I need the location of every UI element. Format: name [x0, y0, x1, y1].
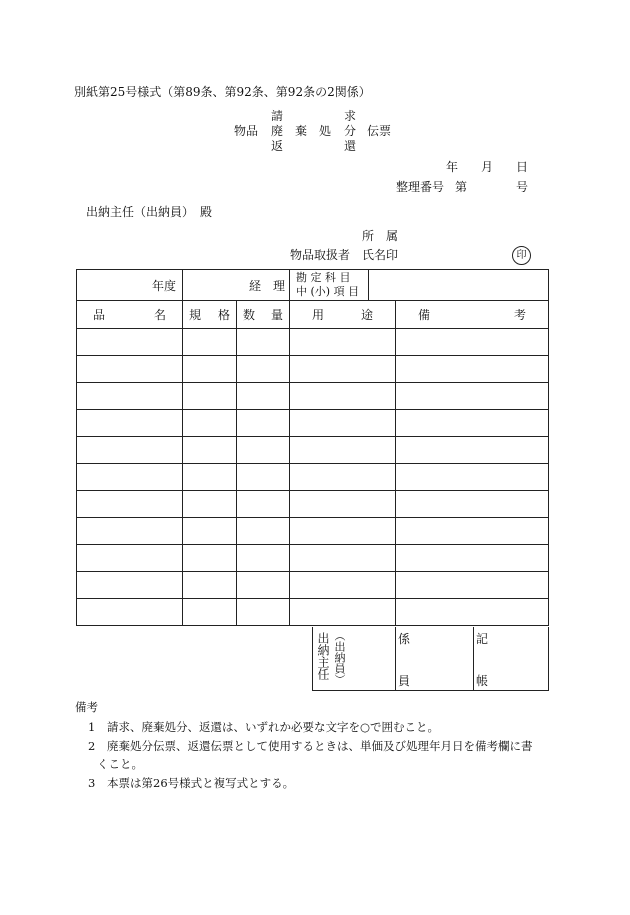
signoff-bookkeeper-char-1: 記: [476, 632, 489, 646]
handler-affiliation: 所 属: [362, 229, 399, 243]
title-option-henkan-right: 還: [344, 139, 357, 153]
table-row: [77, 410, 549, 437]
col-item-char-1: 品: [93, 308, 106, 322]
signoff-clerk-char-1: 係: [398, 632, 411, 646]
fiscal-year-label: 年度: [151, 278, 176, 293]
table-row: [77, 383, 549, 410]
account-header-table: [76, 269, 549, 301]
signoff-box: [312, 627, 549, 691]
table-row: [77, 464, 549, 491]
signoff-cashier-seal-area[interactable]: [351, 627, 395, 690]
col-qty-char-1: 数: [243, 308, 256, 322]
col-remarks-char-1: 備: [418, 308, 431, 322]
account-item-line2: 中 (小) 項 目: [296, 285, 360, 298]
table-row: [77, 491, 549, 518]
table-row: [77, 572, 549, 599]
table-row: [77, 599, 549, 626]
date-month-label: 月: [481, 160, 494, 174]
col-spec-header: [183, 301, 237, 329]
signoff-bookkeeper-char-2: 帳: [476, 674, 489, 688]
title-prefix: 物品: [234, 124, 259, 138]
title-haiki-2: 棄: [295, 124, 308, 138]
title-option-henkan-left: 返: [271, 139, 284, 153]
serial-go: 号: [516, 180, 529, 194]
signoff-clerk-char-2: 員: [398, 674, 411, 688]
title-haiki-4: 分: [344, 124, 357, 138]
date-day-label: 日: [516, 160, 529, 174]
signoff-cashier-label: 出納主任: [316, 632, 330, 680]
accounting-cell: [183, 270, 290, 301]
col-qty-char-2: 量: [270, 308, 283, 322]
col-item-header: [77, 301, 183, 329]
date-year-label: 年: [446, 160, 459, 174]
handler-label: 物品取扱者: [290, 248, 351, 262]
title-option-seikyu-right: 求: [344, 109, 357, 123]
table-row: [77, 545, 549, 572]
col-spec-char-2: 格: [217, 308, 230, 322]
fiscal-year-cell: [77, 270, 183, 301]
table-row: [77, 329, 549, 356]
note-2-continuation: くこと。: [97, 757, 143, 771]
items-table: [76, 300, 549, 626]
table-row: [77, 356, 549, 383]
title-haiki-3: 処: [319, 124, 332, 138]
note-2-number: 2: [88, 739, 96, 753]
col-use-char-1: 用: [312, 308, 325, 322]
items-header-row: [77, 301, 549, 329]
seal-icon: 印: [512, 246, 531, 265]
title-option-seikyu-left: 請: [271, 109, 284, 123]
title-suffix: 伝票: [367, 124, 392, 138]
col-use-header: [290, 301, 396, 329]
accounting-label: 経 理: [248, 278, 285, 293]
title-haiki-1: 廃: [271, 124, 284, 138]
col-remarks-char-2: 考: [513, 308, 526, 322]
signoff-clerk-seal-area[interactable]: [413, 627, 473, 690]
handler-name-seal: 氏名印: [362, 248, 399, 262]
col-use-char-2: 途: [360, 308, 373, 322]
note-2-text: 廃棄処分伝票、返還伝票として使用するときは、単価及び処理年月日を備考欄に書: [107, 739, 533, 753]
table-row: [77, 518, 549, 545]
account-item-value[interactable]: [369, 270, 549, 301]
signoff-divider-1: [395, 627, 396, 690]
addressee: 出納主任（出納員） 殿: [86, 205, 213, 219]
col-qty-header: [237, 301, 290, 329]
note-3-text: 本票は第26号様式と複写式とする。: [107, 776, 295, 790]
col-spec-char-1: 規: [189, 308, 202, 322]
account-item-line1: 勘 定 科 目: [296, 271, 351, 284]
note-1-number: 1: [88, 720, 96, 734]
signoff-divider-2: [473, 627, 474, 690]
table-row: [77, 437, 549, 464]
notes-heading: 備考: [75, 700, 98, 714]
col-item-char-2: 名: [153, 308, 166, 322]
account-item-cell: [290, 270, 369, 301]
serial-label: 整理番号: [396, 180, 445, 194]
signoff-cashier-paren: （出納員）: [333, 630, 346, 685]
col-remarks-header: [396, 301, 549, 329]
form-reference: 別紙第25号様式（第89条、第92条、第92条の2関係）: [74, 85, 371, 99]
serial-dai: 第: [455, 180, 468, 194]
signoff-bookkeeper-seal-area[interactable]: [491, 627, 548, 690]
note-1-text: 請求、廃棄処分、返還は、いずれか必要な文字を○で囲むこと。: [107, 720, 440, 734]
note-3-number: 3: [88, 776, 96, 790]
